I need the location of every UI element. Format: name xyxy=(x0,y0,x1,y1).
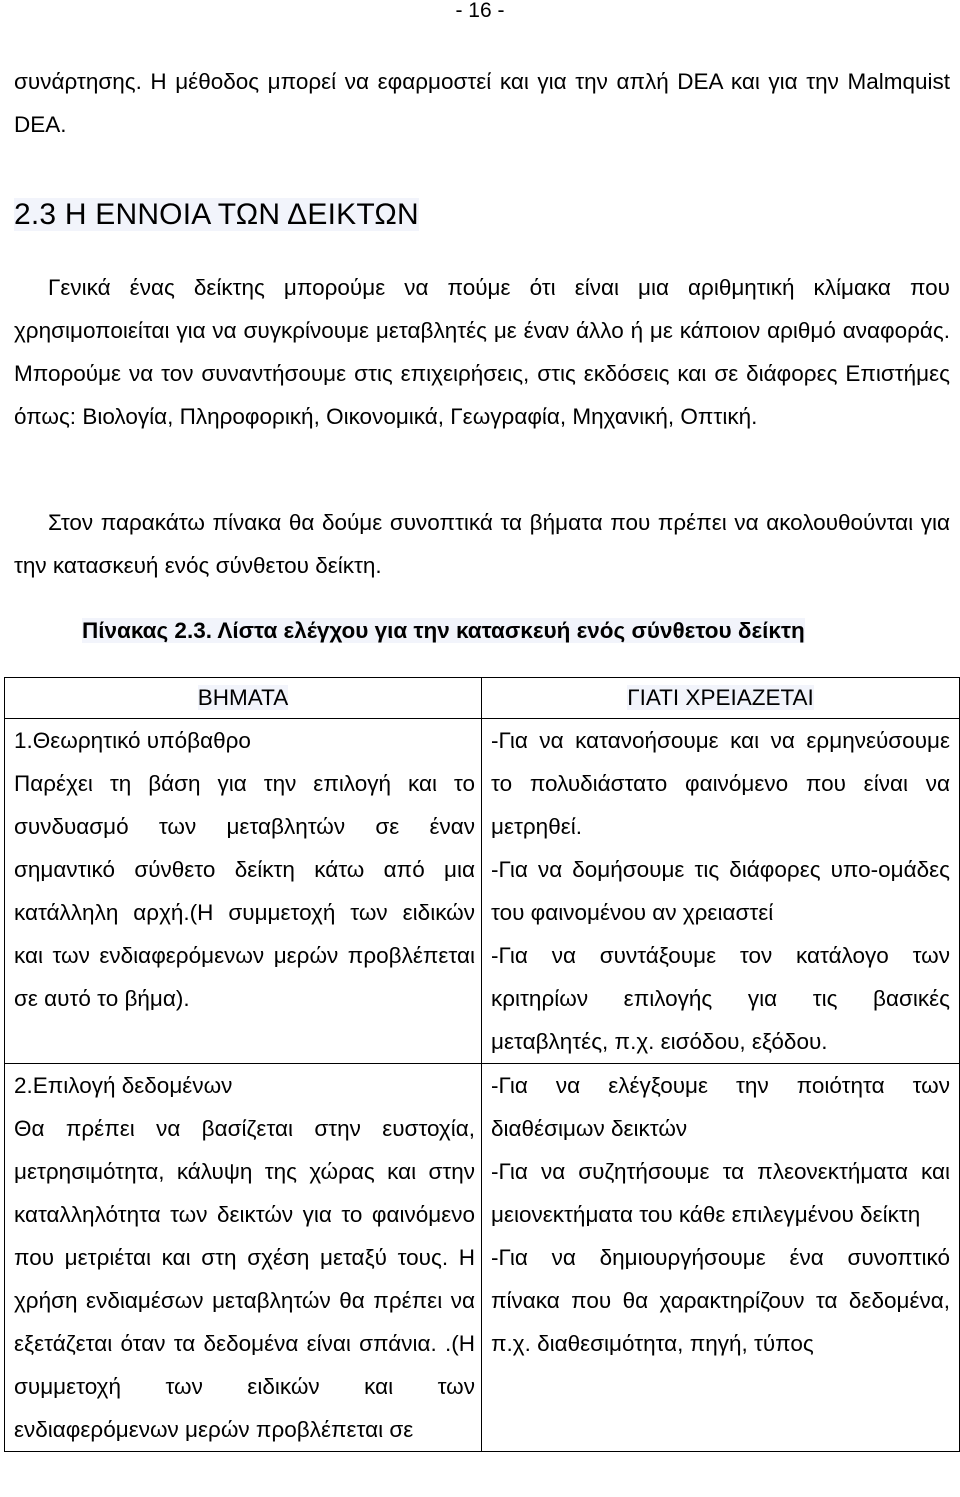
reason-item: -Για να συντάξουμε τον κατάλογο των κριτηρίων επιλογής για τις βασικές μεταβλητές, π.χ. εισόδου, εξόδου. xyxy=(491,943,950,1054)
table-cell-step xyxy=(5,719,482,1064)
table-caption-text: Πίνακας 2.3. Λίστα ελέγχου για την κατασκευή ενός σύνθετου δείκτη xyxy=(82,618,805,643)
paragraph-table-intro xyxy=(14,501,950,587)
table-cell-reasons xyxy=(482,1064,960,1452)
section-heading xyxy=(14,190,419,240)
table-cell-reasons xyxy=(482,719,960,1064)
table-header-why: ΓΙΑΤΙ ΧΡΕΙΑΖΕΤΑΙ xyxy=(482,678,960,719)
table-caption xyxy=(82,611,805,651)
intro-text: συνάρτησης. Η μέθοδος μπορεί να εφαρμοστεί και για την απλή DEA και για την Malmquist DEA. xyxy=(14,69,950,137)
table-header-row xyxy=(5,678,960,719)
table-cell-step xyxy=(5,1064,482,1452)
paragraph-1-text: Γενικά ένας δείκτης μπορούμε να πούμε ότι είναι μια αριθμητική κλίμακα που χρησιμοποιείται για να συγκρίνουμε μεταβλητές με έναν άλλο ή με κάποιον αριθμό αναφοράς. Μπορούμε να τον συναντήσουμε στις επιχειρήσεις, στις εκδόσεις και σε διάφορες Επιστήμες όπως: Βιολογία, Πληροφορική, Οικονομικά, Γεωγραφία, Μηχανική, Οπτική. xyxy=(14,275,950,429)
reasons-content xyxy=(482,1064,959,1365)
checklist-table xyxy=(4,677,960,1452)
paragraph-indices-definition xyxy=(14,266,950,438)
intro-paragraph xyxy=(14,60,950,146)
step-description: Θα πρέπει να βασίζεται στην ευστοχία, μετρησιμότητα, κάλυψη της χώρας και στην καταλληλότητα των δεικτών για το φαινόμενο που μετριέται και στη σχέση μεταξύ τους. Η χρήση ενδιαμέσων μεταβλητών θα πρέπει να εξετάζεται όταν τα δεδομένα είναι σπάνια. .(Η συμμετοχή των ειδικών και των ενδιαφερόμενων μερών προβλέπεται σε xyxy=(14,1116,475,1442)
table-row xyxy=(5,719,960,1064)
reasons-content xyxy=(482,719,959,1063)
reason-item: -Για να κατανοήσουμε και να ερμηνεύσουμε το πολυδιάστατο φαινόμενο που είναι να μετρηθεί. xyxy=(491,728,950,839)
step-title: 1.Θεωρητικό υπόβαθρο xyxy=(14,728,251,753)
table-header-steps: ΒΗΜΑΤΑ xyxy=(5,678,482,719)
step-content xyxy=(5,719,481,1020)
reason-item: -Για να συζητήσουμε τα πλεονεκτήματα και μειονεκτήματα του κάθε επιλεγμένου δείκτη xyxy=(491,1159,950,1227)
page-number: - 16 - xyxy=(455,0,505,22)
step-content xyxy=(5,1064,481,1451)
section-heading-text: 2.3 Η ΕΝΝΟΙΑ ΤΩΝ ΔΕΙΚΤΩΝ xyxy=(14,198,419,231)
reason-item: -Για να δομήσουμε τις διάφορες υπο-ομάδες του φαινομένου αν χρειαστεί xyxy=(491,857,950,925)
paragraph-2-text: Στον παρακάτω πίνακα θα δούμε συνοπτικά τα βήματα που πρέπει να ακολουθούνται για την κατασκευή ενός σύνθετου δείκτη. xyxy=(14,510,950,578)
reason-item: -Για να ελέγξουμε την ποιότητα των διαθέσιμων δεικτών xyxy=(491,1073,950,1141)
step-description: Παρέχει τη βάση για την επιλογή και το συνδυασμό των μεταβλητών σε έναν σημαντικό σύνθετο δείκτη κάτω από μια κατάλληλη αρχή.(Η συμμετοχή των ειδικών και των ενδιαφερόμενων μερών προβλέπεται σε αυτό το βήμα). xyxy=(14,771,475,1011)
reason-item: -Για να δημιουργήσουμε ένα συνοπτικό πίνακα που θα χαρακτηρίζουν τα δεδομένα, π.χ. διαθεσιμότητα, πηγή, τύπος xyxy=(491,1245,950,1356)
table-row xyxy=(5,1064,960,1452)
step-title: 2.Επιλογή δεδομένων xyxy=(14,1073,233,1098)
